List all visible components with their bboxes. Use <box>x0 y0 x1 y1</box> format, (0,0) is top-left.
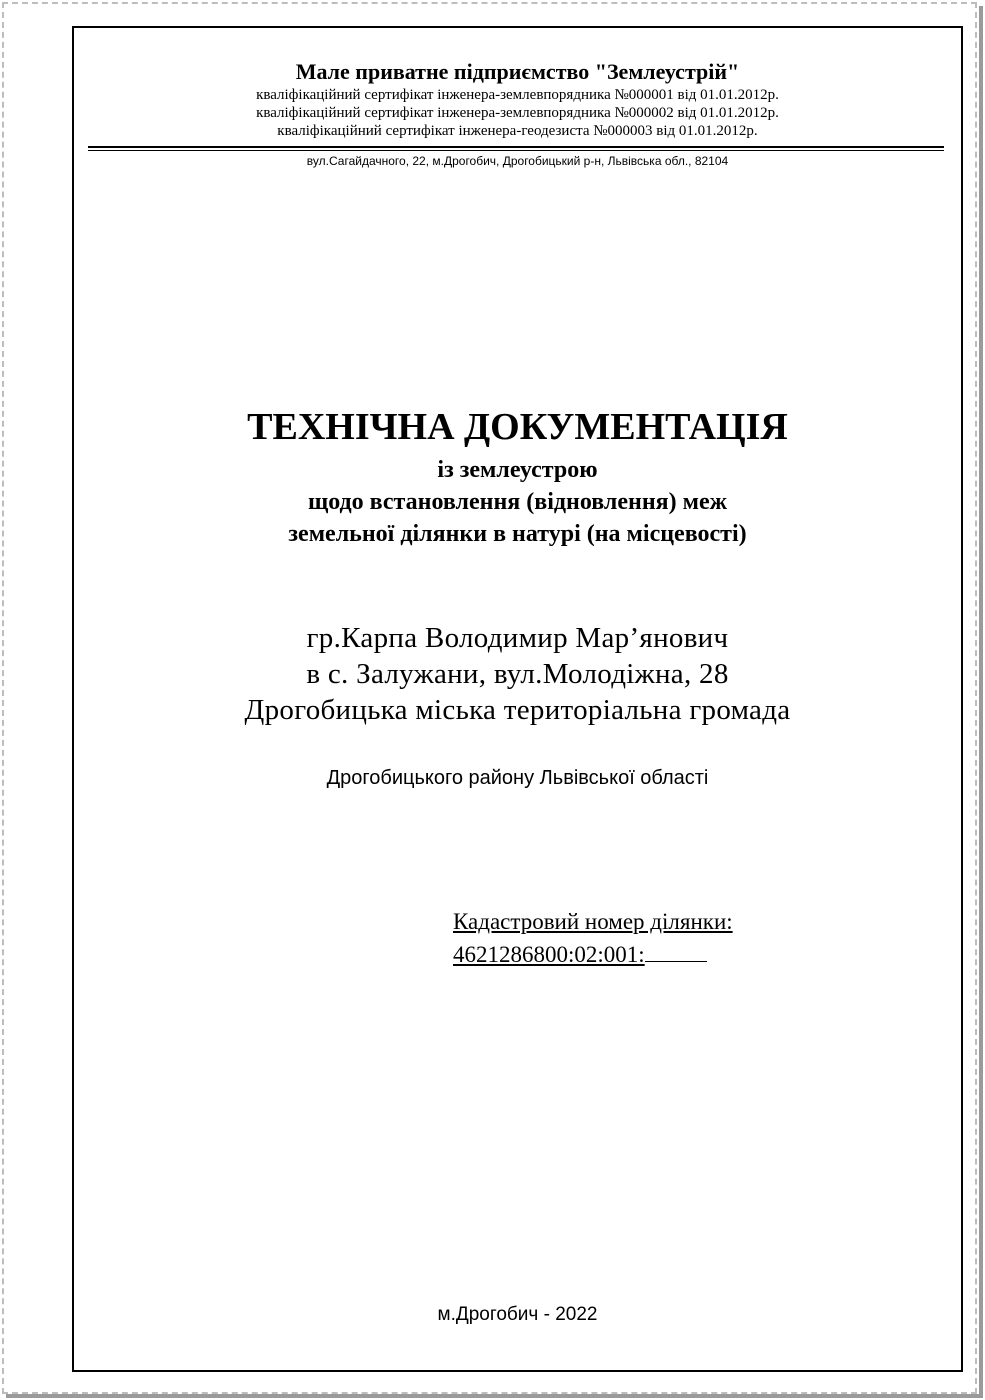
owner-address: в с. Залужани, вул.Молодіжна, 28 <box>306 658 729 690</box>
page-shadow-bottom <box>6 1394 983 1398</box>
district-region: Дрогобицького району Львівської області <box>326 767 709 789</box>
certificate-line: кваліфікаційний сертифікат інженера-землевпорядника №000001 від 01.01.2012р. <box>256 87 779 103</box>
territorial-community: Дрогобицька міська територіальна громада <box>244 694 791 726</box>
header-divider-thick <box>88 146 944 148</box>
owner-name: гр.Карпа Володимир Мар’янович <box>306 622 729 654</box>
cadastral-label: Кадастровий номер ділянки: <box>453 909 733 934</box>
document-subtitle <box>72 454 963 550</box>
company-name: Мале приватне підприємство "Землеустрій" <box>295 59 740 84</box>
subtitle-line: щодо встановлення (відновлення) меж <box>307 489 728 515</box>
header-block <box>72 58 963 140</box>
cadastral-number-blank <box>645 939 707 962</box>
certificate-line: кваліфікаційний сертифікат інженера-геодезиста №000003 від 01.01.2012р. <box>277 123 758 139</box>
subtitle-line: земельної ділянки в натурі (на місцевості) <box>288 521 747 547</box>
owner-block <box>72 620 963 728</box>
place-and-year: м.Дрогобич - 2022 <box>437 1304 598 1325</box>
page-shadow-right <box>979 6 983 1398</box>
subtitle-line: із землеустрою <box>437 457 598 483</box>
cadastral-number: 4621286800:02:001: <box>453 942 645 967</box>
certificate-line: кваліфікаційний сертифікат інженера-землевпорядника №000002 від 01.01.2012р. <box>256 105 779 121</box>
document-title: ТЕХНІЧНА ДОКУМЕНТАЦІЯ <box>247 406 788 448</box>
cadastral-number-line <box>453 938 733 971</box>
company-address: вул.Сагайдачного, 22, м.Дрогобич, Дрогобицький р-н, Львівська обл., 82104 <box>306 154 729 168</box>
cadastral-block <box>453 905 733 971</box>
header-divider-thin <box>88 150 944 151</box>
